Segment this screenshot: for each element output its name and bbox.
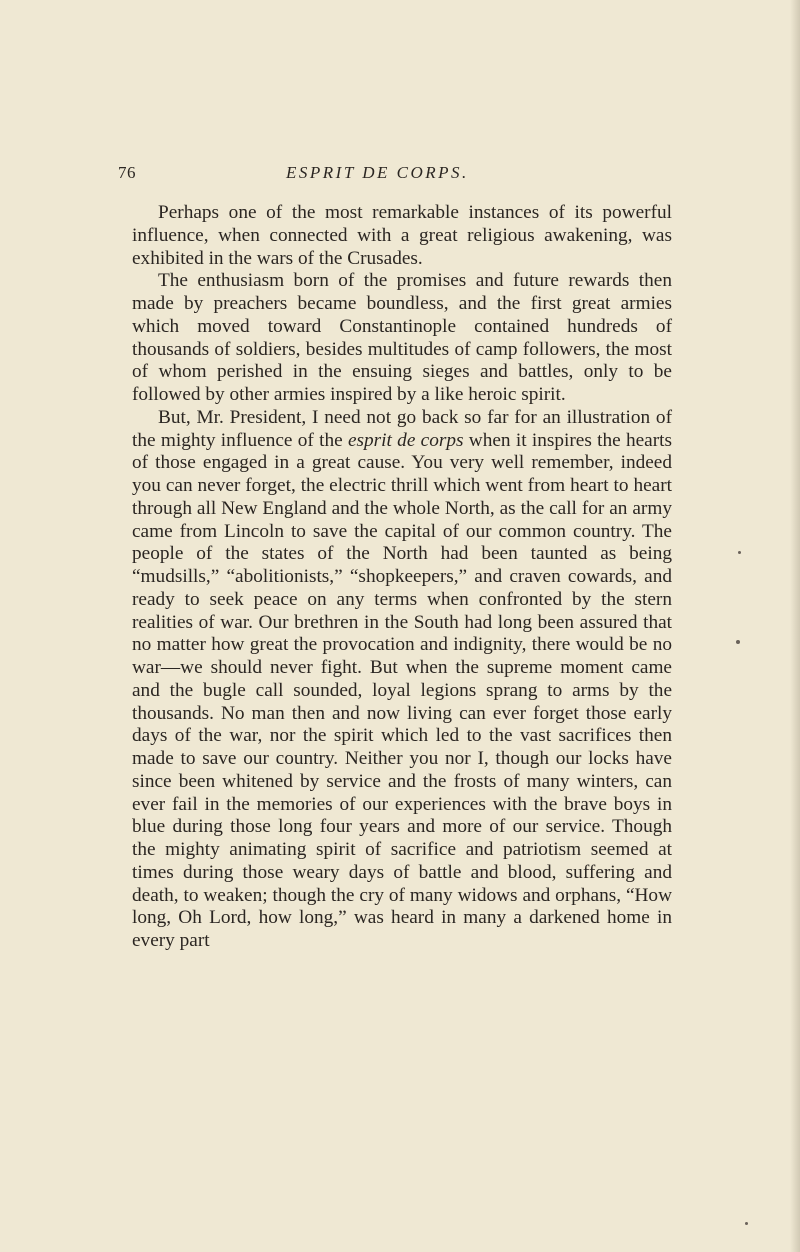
paper-speck <box>736 640 740 644</box>
page-edge-shadow <box>790 0 800 1252</box>
page-number: 76 <box>118 163 136 182</box>
paragraph-text: But, Mr. President, I need not go back so far for an illustration of the mighty influence of the <box>132 406 672 451</box>
paragraph <box>132 270 672 407</box>
paragraph-text: Perhaps one of the most remarkable instances of its powerful influence, when connected with a great religious awakening, was exhibited in the wars of the Crusades. <box>132 202 672 269</box>
paper-speck <box>738 551 741 554</box>
paragraph-text-continued: when it inspires the hearts of those engaged in a great cause. You very well remember, indeed you can never forget, the electric thrill which went from heart to heart through all New England and the whole North, as the call for an army came from Lincoln to save the capital of our common country. The people of the states of the North had been taunted as being “mudsills,” “abolitionists,” “shopkeepers,” and craven cowards, and ready to seek peace on any terms when confronted by the stern realities of war. Our brethren in the South had long been assured that no matter how great the provocation and indignity, there would be no war—we should never fight. But when the supreme moment came and the bugle call sounded, loyal legions sprang to arms by the thousands. No man then and now living can ever forget those early days of the war, nor the spirit which led to the vast sacrifices then made to save our country. Neither you nor I, though our locks have since been whitened by service and the frosts of many winters, can ever fail in the memories of our experiences with the brave boys in blue during those long four years and more of our service. Though the mighty animating spirit of sacrifice and patriotism seemed at times during those weary days of battle and blood, suffering and death, to weaken; though the cry of many widows and orphans, “How long, Oh Lord, how long,” was heard in many a darkened home in every part <box>132 429 672 951</box>
page-header <box>118 163 678 189</box>
body-text <box>132 202 672 953</box>
paragraph <box>132 202 672 270</box>
paragraph <box>132 407 672 953</box>
paper-speck <box>745 1222 748 1225</box>
running-head: ESPRIT DE CORPS. <box>286 163 469 182</box>
paragraph-text: The enthusiasm born of the promises and future rewards then made by preachers became boundless, and the first great armies which moved toward Constantinople contained hundreds of thousands of soldiers, besides multitudes of camp followers, the most of whom perished in the ensuing sieges and battles, only to be followed by other armies inspired by a like heroic spirit. <box>132 270 672 405</box>
italic-phrase: esprit de corps <box>347 429 464 451</box>
